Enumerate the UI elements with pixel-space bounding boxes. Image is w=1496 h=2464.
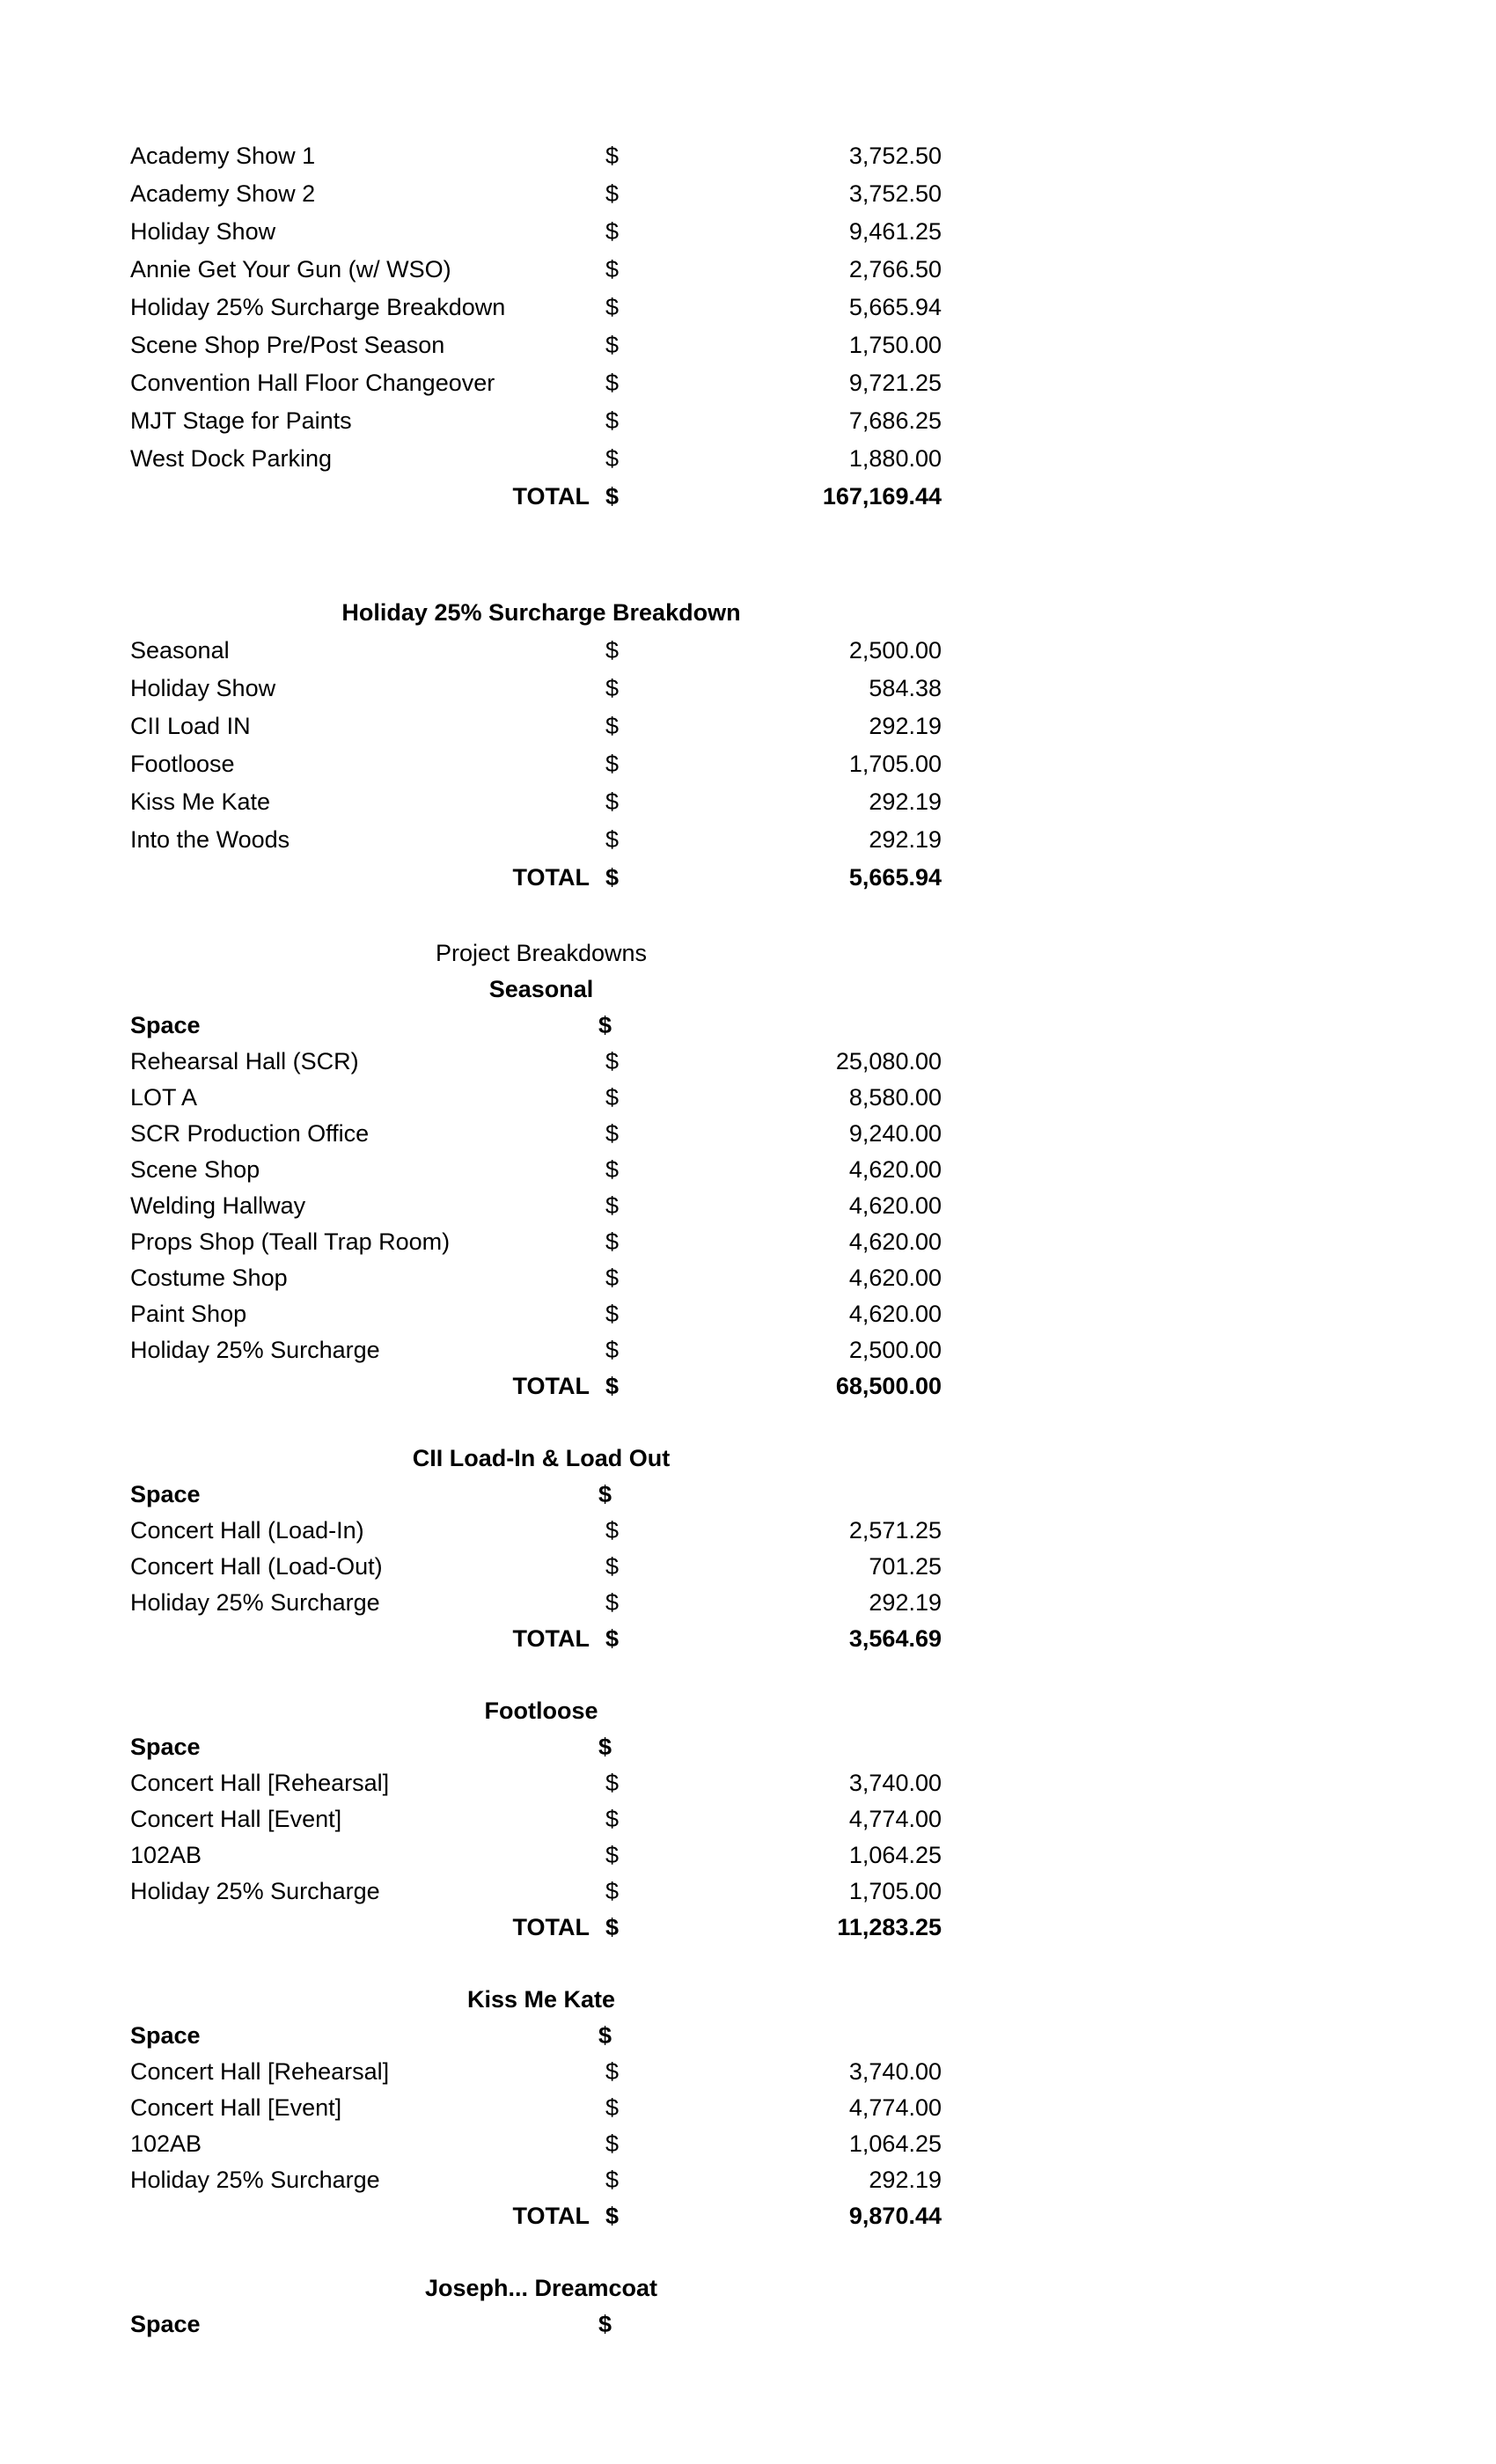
table-row [0,1044,1496,1079]
row-amount: 292.19 [869,2167,942,2193]
row-label: Holiday 25% Surcharge [130,1878,380,1904]
currency-symbol: $ [605,256,620,282]
table-row [0,1332,1496,1368]
section-title: Holiday 25% Surcharge Breakdown [341,599,741,626]
table-row [0,1260,1496,1295]
currency-symbol: $ [605,1914,620,1940]
currency-symbol: $ [605,2058,620,2085]
currency-symbol: $ [605,1120,620,1147]
row-amount: 2,500.00 [848,637,942,664]
row-amount: 4,620.00 [848,1156,942,1183]
row-label: West Dock Parking [130,445,333,472]
currency-column-header: $ [598,1481,612,1507]
row-label: Holiday 25% Surcharge [130,2167,380,2193]
currency-symbol: $ [605,1878,620,1904]
row-label: Rehearsal Hall (SCR) [130,1048,359,1074]
currency-symbol: $ [605,637,620,664]
row-amount: 9,461.25 [848,218,942,245]
row-label: Welding Hallway [130,1192,306,1219]
row-amount: 4,774.00 [848,1806,942,1832]
table-row [0,1837,1496,1873]
table-row [0,708,1496,744]
row-amount: 1,064.25 [848,1842,942,1868]
row-amount: 2,571.25 [848,1517,942,1544]
table-row [0,1585,1496,1620]
row-label: Kiss Me Kate [130,788,271,815]
row-amount: 2,500.00 [848,1337,942,1363]
row-label: Into the Woods [130,826,290,853]
space-column-header: Space [130,2022,201,2049]
table-header [0,1008,1496,1043]
row-amount: 4,620.00 [848,1301,942,1327]
row-amount: 3,740.00 [848,2058,942,2085]
row-label: Paint Shop [130,1301,247,1327]
table-header [0,2018,1496,2053]
table-row [0,1116,1496,1151]
row-amount: 1,064.25 [848,2130,942,2157]
currency-symbol: $ [605,2167,620,2193]
currency-symbol: $ [605,1048,620,1074]
currency-symbol: $ [605,1084,620,1111]
currency-symbol: $ [605,407,620,434]
currency-symbol: $ [605,1373,620,1399]
row-label: Concert Hall (Load-Out) [130,1553,383,1580]
row-label: Holiday Show [130,675,276,701]
table-row [0,290,1496,325]
table-row [0,2162,1496,2197]
currency-symbol: $ [605,1842,620,1868]
row-amount: 5,665.94 [848,294,942,320]
row-label: Annie Get Your Gun (w/ WSO) [130,256,451,282]
total-amount: 68,500.00 [835,1373,942,1399]
total-label: TOTAL [512,1373,590,1399]
currency-symbol: $ [605,2203,620,2229]
row-label: MJT Stage for Paints [130,407,352,434]
row-amount: 4,620.00 [848,1192,942,1219]
row-label: Props Shop (Teall Trap Room) [130,1228,451,1255]
total-label: TOTAL [512,864,590,891]
total-amount: 11,283.25 [837,1914,942,1940]
row-amount: 292.19 [869,1589,942,1616]
table-row [0,784,1496,819]
row-amount: 2,766.50 [848,256,942,282]
row-label: 102AB [130,2130,202,2157]
table-row [0,1224,1496,1259]
row-label: Concert Hall (Load-In) [130,1517,364,1544]
row-amount: 4,620.00 [848,1228,942,1255]
currency-symbol: $ [605,2130,620,2157]
table-row [0,671,1496,706]
currency-symbol: $ [605,1301,620,1327]
table-row [0,1152,1496,1187]
row-amount: 4,620.00 [848,1265,942,1291]
section-title: CII Load-In & Load Out [412,1445,671,1471]
total-label: TOTAL [512,1914,590,1940]
total-row [0,1910,1496,1945]
table-header [0,2306,1496,2342]
currency-column-header: $ [598,2311,612,2337]
row-label: Holiday Show [130,218,276,245]
row-label: Holiday 25% Surcharge [130,1589,380,1616]
currency-symbol: $ [605,370,620,396]
section-title: Seasonal [488,976,594,1002]
total-label: TOTAL [512,1625,590,1652]
row-amount: 584.38 [869,675,942,701]
currency-symbol: $ [605,1770,620,1796]
currency-symbol: $ [605,1553,620,1580]
row-label: Scene Shop [130,1156,260,1183]
row-amount: 292.19 [869,713,942,739]
table-row [0,1801,1496,1837]
total-label: TOTAL [512,2203,590,2229]
space-column-header: Space [130,1481,201,1507]
row-label: Academy Show 2 [130,180,316,207]
page-title: Project Breakdowns [435,940,648,966]
total-row [0,479,1496,514]
table-row [0,214,1496,249]
currency-symbol: $ [605,713,620,739]
section-title: Joseph... Dreamcoat [424,2275,658,2301]
total-row [0,1368,1496,1404]
row-amount: 8,580.00 [848,1084,942,1111]
currency-symbol: $ [605,332,620,358]
row-label: LOT A [130,1084,198,1111]
table-row [0,2054,1496,2089]
row-label: Costume Shop [130,1265,288,1291]
row-amount: 4,774.00 [848,2094,942,2121]
currency-symbol: $ [605,180,620,207]
row-amount: 1,750.00 [848,332,942,358]
row-amount: 292.19 [869,788,942,815]
currency-symbol: $ [605,1156,620,1183]
row-label: Footloose [130,751,235,777]
table-row [0,176,1496,211]
row-amount: 25,080.00 [835,1048,942,1074]
currency-symbol: $ [605,1806,620,1832]
row-label: Holiday 25% Surcharge [130,1337,380,1363]
currency-symbol: $ [605,826,620,853]
currency-symbol: $ [605,1192,620,1219]
currency-symbol: $ [605,2094,620,2121]
row-label: Concert Hall [Rehearsal] [130,2058,390,2085]
table-row [0,441,1496,476]
space-column-header: Space [130,1012,201,1038]
currency-column-header: $ [598,2022,612,2049]
currency-column-header: $ [598,1012,612,1038]
currency-symbol: $ [605,788,620,815]
table-row [0,252,1496,287]
currency-symbol: $ [605,483,620,510]
total-amount: 3,564.69 [848,1625,942,1652]
row-amount: 9,240.00 [848,1120,942,1147]
table-header [0,1729,1496,1764]
space-column-header: Space [130,1734,201,1760]
currency-symbol: $ [605,751,620,777]
currency-symbol: $ [605,1517,620,1544]
currency-symbol: $ [605,294,620,320]
row-label: 102AB [130,1842,202,1868]
table-row [0,403,1496,438]
table-row [0,633,1496,668]
row-label: CII Load IN [130,713,251,739]
row-amount: 7,686.25 [848,407,942,434]
table-row [0,327,1496,363]
currency-symbol: $ [605,864,620,891]
currency-symbol: $ [605,1265,620,1291]
table-row [0,746,1496,781]
row-amount: 1,880.00 [848,445,942,472]
row-label: Convention Hall Floor Changeover [130,370,495,396]
currency-symbol: $ [605,143,620,169]
table-row [0,1513,1496,1548]
row-amount: 9,721.25 [848,370,942,396]
total-row [0,860,1496,895]
currency-symbol: $ [605,1589,620,1616]
row-label: Seasonal [130,637,230,664]
row-amount: 1,705.00 [848,751,942,777]
table-row [0,1188,1496,1223]
section-title: Footloose [484,1698,598,1724]
row-amount: 701.25 [869,1553,942,1580]
table-row [0,1874,1496,1909]
table-row [0,1765,1496,1800]
currency-symbol: $ [605,675,620,701]
row-amount: 3,752.50 [848,143,942,169]
currency-symbol: $ [605,1337,620,1363]
table-row [0,1296,1496,1331]
table-row [0,822,1496,857]
currency-symbol: $ [605,1228,620,1255]
row-label: Scene Shop Pre/Post Season [130,332,445,358]
table-row [0,1549,1496,1584]
total-amount: 9,870.44 [848,2203,942,2229]
row-label: Holiday 25% Surcharge Breakdown [130,294,506,320]
currency-symbol: $ [605,1625,620,1652]
table-row [0,2126,1496,2161]
row-amount: 292.19 [869,826,942,853]
currency-column-header: $ [598,1734,612,1760]
section-title: Kiss Me Kate [466,1986,616,2013]
table-row [0,138,1496,173]
row-label: Concert Hall [Event] [130,1806,342,1832]
total-amount: 5,665.94 [848,864,942,891]
row-label: Academy Show 1 [130,143,316,169]
total-amount: 167,169.44 [822,483,942,510]
row-label: SCR Production Office [130,1120,370,1147]
currency-symbol: $ [605,445,620,472]
table-row [0,1080,1496,1115]
table-row [0,365,1496,400]
row-amount: 3,740.00 [848,1770,942,1796]
total-row [0,1621,1496,1656]
total-label: TOTAL [512,483,590,510]
row-amount: 3,752.50 [848,180,942,207]
space-column-header: Space [130,2311,201,2337]
total-row [0,2198,1496,2233]
row-label: Concert Hall [Rehearsal] [130,1770,390,1796]
row-label: Concert Hall [Event] [130,2094,342,2121]
currency-symbol: $ [605,218,620,245]
row-amount: 1,705.00 [848,1878,942,1904]
table-row [0,2090,1496,2125]
table-header [0,1477,1496,1512]
